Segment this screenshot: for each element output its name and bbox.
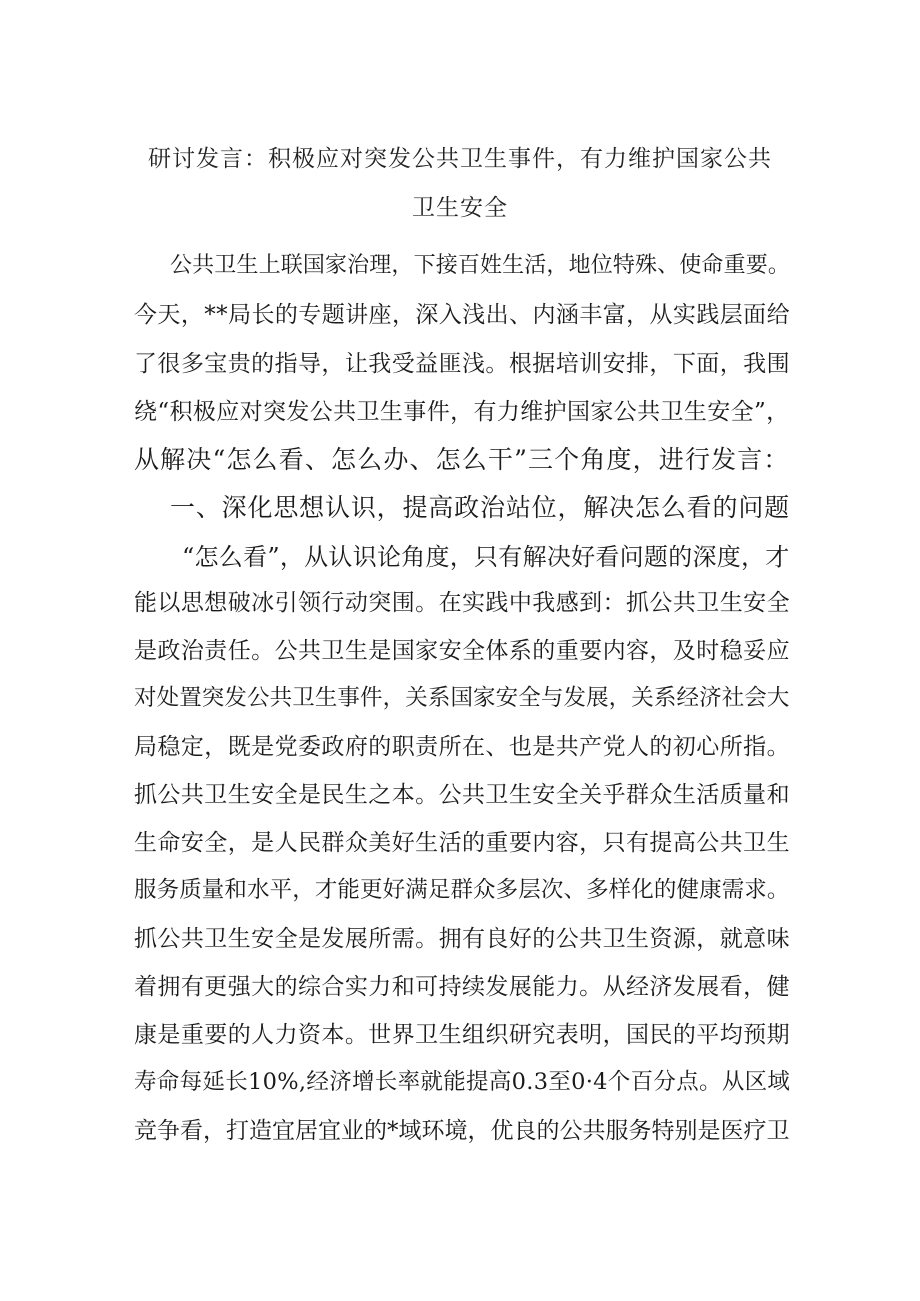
paragraph-line: 公共卫生上联国家治理，下接百姓生活，地位特殊、使命重要。: [170, 253, 791, 278]
paragraph-line: 竞争看，打造宜居宜业的*域环境，优良的公共服务特别是医疗卫: [134, 1118, 790, 1144]
paragraph-line: 了很多宝贵的指导，让我受益匪浅。根据培训安排，下面，我围: [134, 351, 790, 377]
paragraph-line: 是政治责任。公共卫生是国家安全体系的重要内容，及时稳妥应: [134, 638, 790, 664]
paragraph-line: 生命安全，是人民群众美好生活的重要内容，只有提高公共卫生: [134, 830, 790, 856]
paragraph-line: “怎么看”，从认识论角度，只有解决好看问题的深度，才: [182, 543, 790, 571]
paragraph-line: 绕“积极应对突发公共卫生事件，有力维护国家公共卫生安全”，: [134, 399, 790, 425]
paragraph-line: 服务质量和水平，才能更好满足群众多层次、多样化的健康需求。: [134, 877, 790, 903]
paragraph-line: 能以思想破冰引领行动突围。在实践中我感到：抓公共卫生安全: [134, 590, 790, 616]
paragraph-line: 着拥有更强大的综合实力和可持续发展能力。从经济发展看，健: [134, 974, 790, 1000]
paragraph-line: 今天，**局长的专题讲座，深入浅出、内涵丰富，从实践层面给: [134, 302, 790, 328]
document-title-line-2: 卫生安全: [412, 195, 508, 221]
paragraph-line: 从解决“怎么看、怎么办、怎么干”三个角度，进行发言：: [134, 445, 790, 474]
paragraph-line: 寿命每延长10%,经济增长率就能提高0.3至0·4个百分点。从区域: [134, 1069, 791, 1095]
document-title-line-1: 研讨发言：积极应对突发公共卫生事件，有力维护国家公共: [148, 146, 772, 172]
paragraph-line: 对处置突发公共卫生事件，关系国家安全与发展，关系经济社会大: [134, 685, 790, 711]
paragraph-line: 抓公共卫生安全是发展所需。拥有良好的公共卫生资源，就意味: [134, 926, 790, 952]
section-heading: 一、深化思想认识，提高政治站位，解决怎么看的问题: [170, 493, 791, 522]
paragraph-line: 康是重要的人力资本。世界卫生组织研究表明，国民的平均预期: [134, 1022, 790, 1048]
paragraph-line: 局稳定，既是党委政府的职责所在、也是共产党人的初心所指。: [134, 734, 790, 760]
paragraph-line: 抓公共卫生安全是民生之本。公共卫生安全关乎群众生活质量和: [134, 782, 790, 808]
